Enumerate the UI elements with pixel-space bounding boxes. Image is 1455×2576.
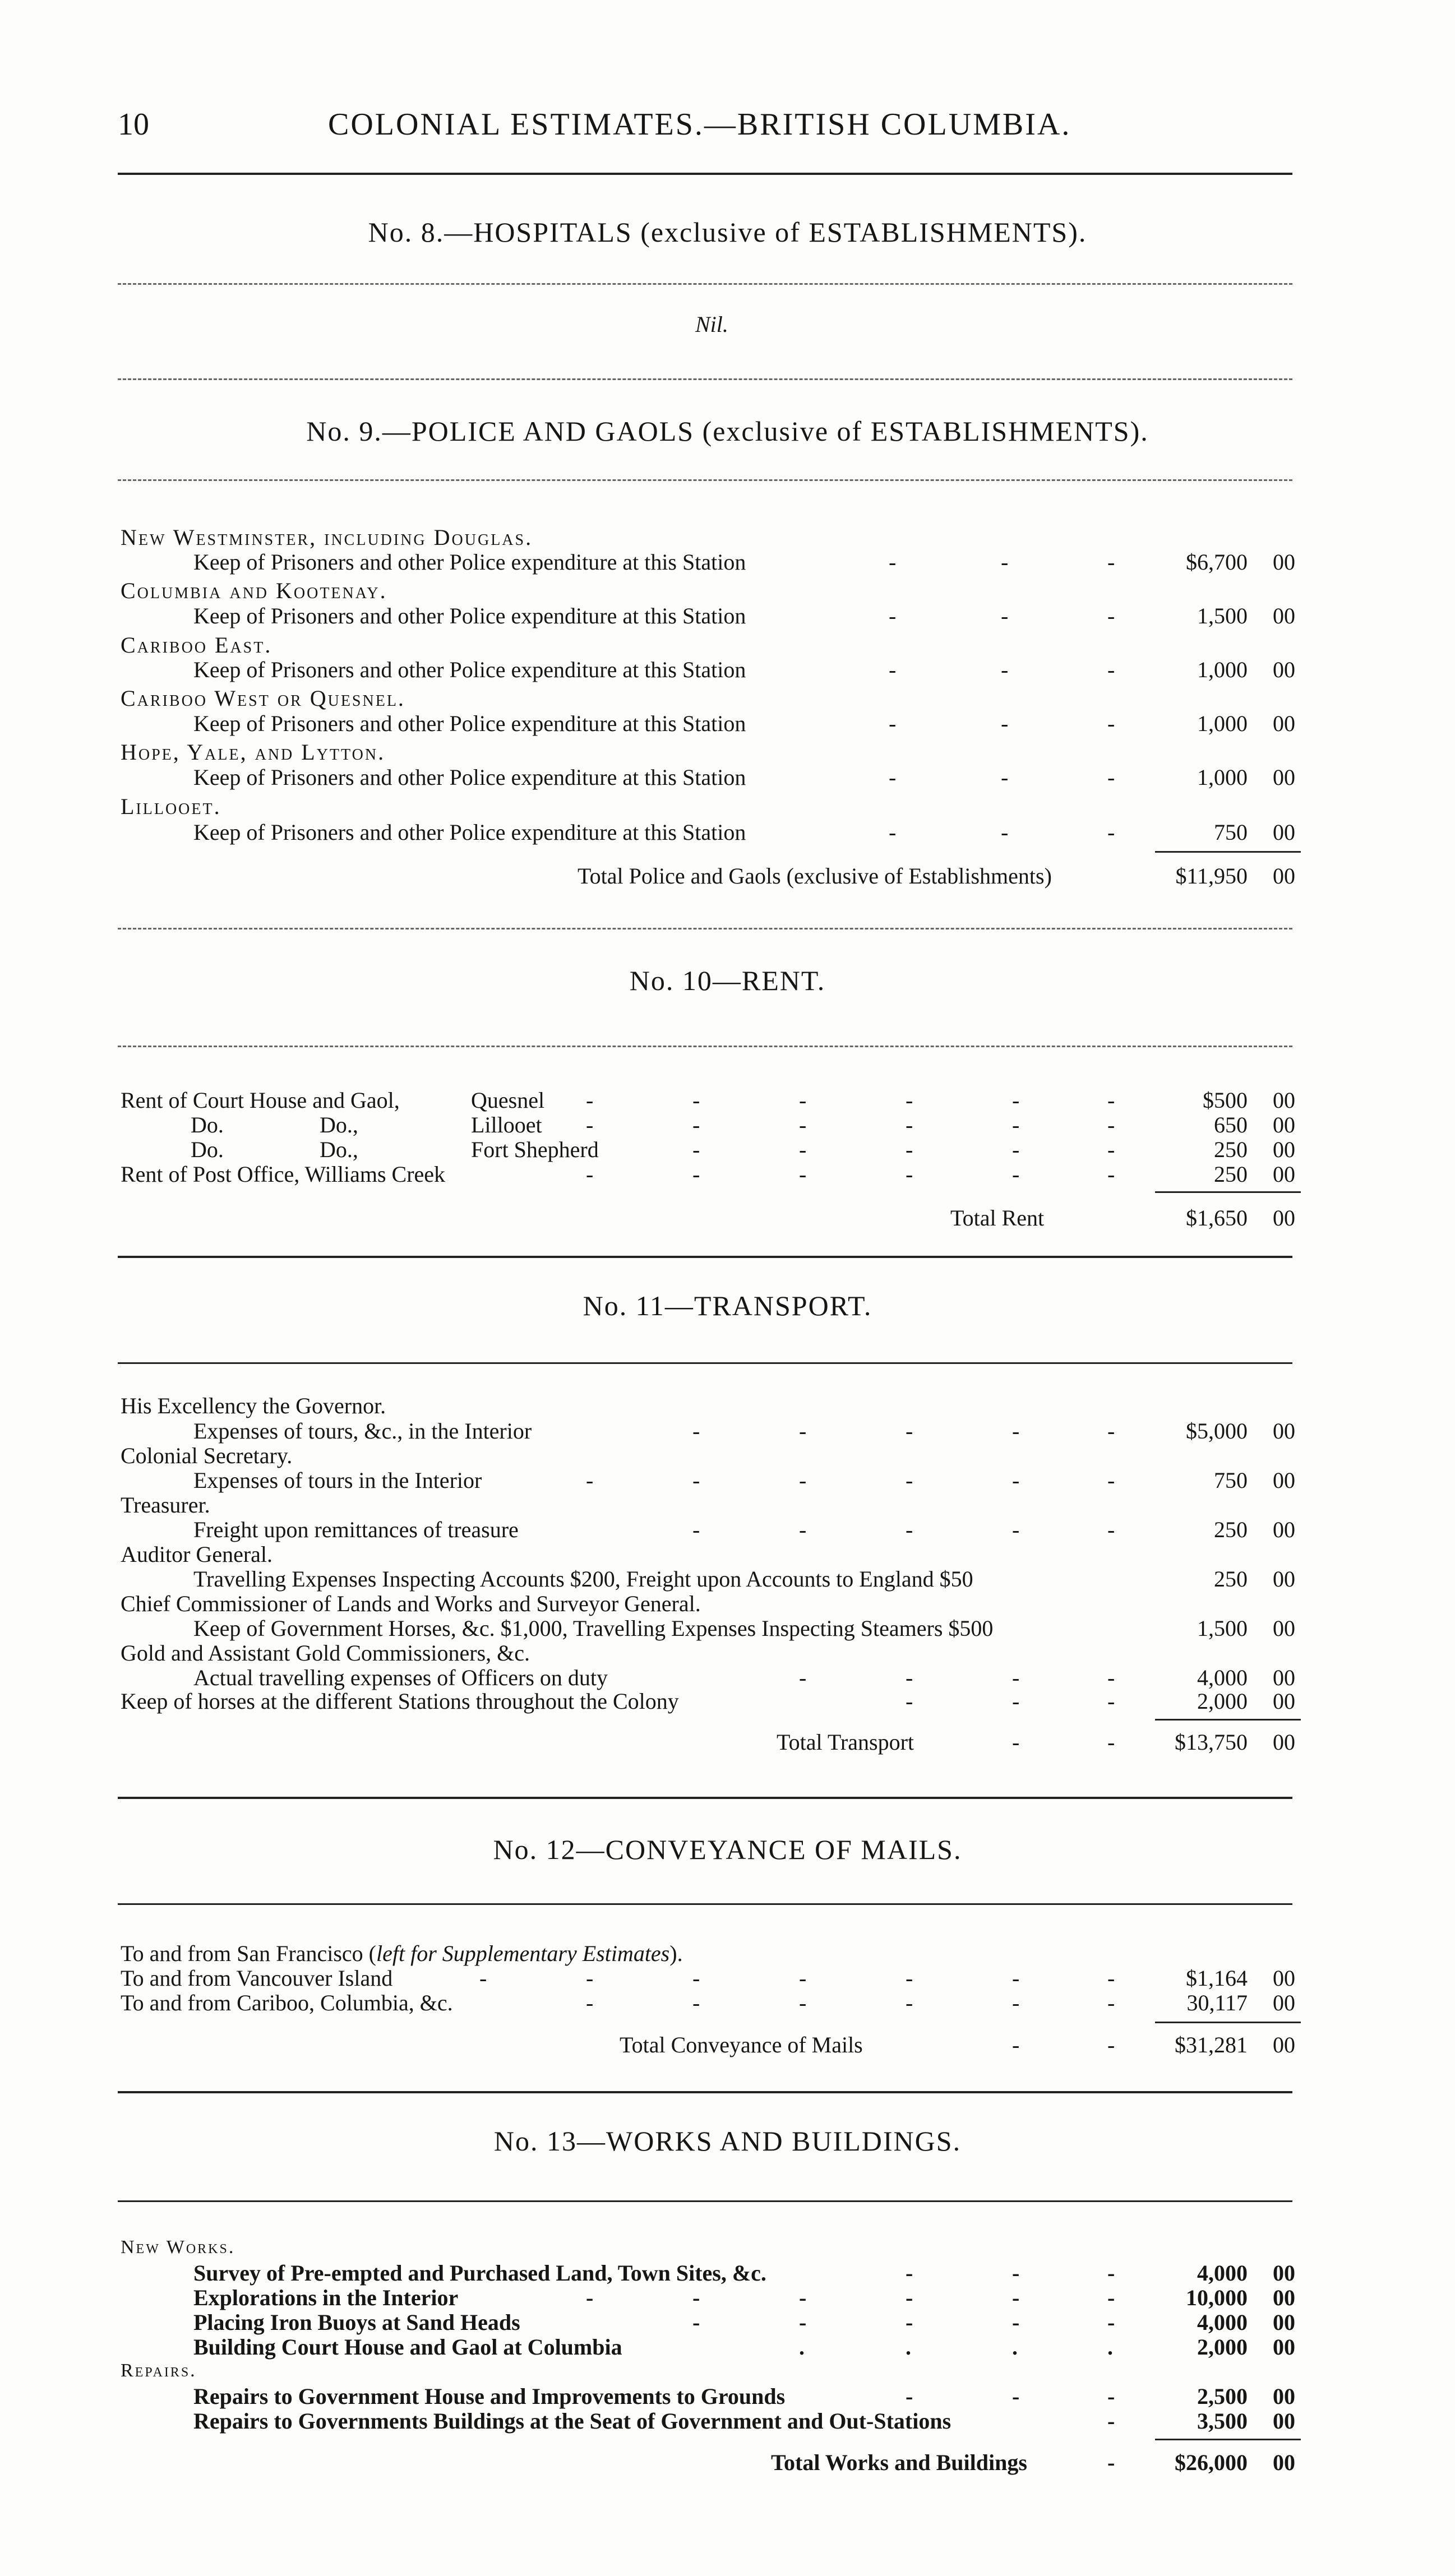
leader: . [906, 2334, 911, 2360]
leader: - [1107, 1990, 1115, 2015]
station-heading: Hope, Yale, and Lytton. [121, 739, 386, 765]
leader: - [906, 1162, 913, 1187]
sum-rule [1155, 1719, 1301, 1721]
leader: - [1107, 1162, 1115, 1187]
leader: - [1107, 820, 1115, 845]
leader: - [1001, 549, 1009, 575]
total-line [0, 2032, 1455, 2058]
line-desc: Keep of Prisoners and other Police expenditure at this Station [193, 711, 746, 736]
leader: - [692, 2310, 700, 2335]
rent-desc: Rent of Post Office, Williams Creek [121, 1162, 446, 1187]
leader: - [799, 1162, 807, 1187]
leader: - [1012, 1418, 1020, 1444]
leader: - [1012, 1990, 1020, 2015]
leader: - [889, 765, 897, 790]
transport-line [0, 1566, 1455, 1592]
divider [118, 1797, 1292, 1799]
divider [118, 1362, 1292, 1364]
nil-text: Nil. [695, 312, 728, 337]
cents: 00 [1273, 1137, 1295, 1162]
total-line [0, 2450, 1455, 2476]
leader: - [1012, 2310, 1020, 2335]
line-desc: Expenses of tours, &c., in the Interior [193, 1418, 532, 1444]
section-8-title: No. 8.—HOSPITALS (exclusive of ESTABLISHMENTS). [368, 216, 1087, 248]
leader: - [586, 1162, 594, 1187]
leader: - [1012, 1689, 1020, 1714]
rent-desc-2: Do., [320, 1137, 358, 1162]
leader: - [1107, 2032, 1115, 2057]
total-amount: $13,750 [1175, 1729, 1248, 1755]
transport-line [0, 1665, 1455, 1691]
leader: - [692, 1418, 700, 1444]
line-desc: Survey of Pre-empted and Purchased Land, Town Sites, &c. [193, 2260, 766, 2286]
leader: - [479, 1965, 487, 1991]
station-heading: Cariboo West or Quesnel. [121, 686, 405, 711]
leader: - [799, 2310, 807, 2335]
line-desc: Repairs to Governments Buildings at the Seat of Government and Out-Stations [193, 2408, 951, 2434]
cents: 00 [1273, 1162, 1295, 1187]
leader: - [1107, 1468, 1115, 1493]
leader: - [692, 1112, 700, 1137]
police-line [0, 657, 1455, 683]
leader: - [1107, 1517, 1115, 1542]
amount: 2,000 [1197, 1689, 1248, 1714]
official-heading: Gold and Assistant Gold Commissioners, &c. [121, 1640, 530, 1666]
rent-line [0, 1112, 1455, 1138]
rent-place: Fort Shepherd [471, 1137, 599, 1162]
leader: - [1107, 1729, 1115, 1755]
leader: - [1012, 1088, 1020, 1113]
total-cents: 00 [1273, 1729, 1295, 1755]
cents: 00 [1273, 2384, 1295, 2409]
line-desc: Keep of Prisoners and other Police expenditure at this Station [193, 820, 746, 845]
rent-line [0, 1162, 1455, 1187]
section-9-title: No. 9.—POLICE AND GAOLS (exclusive of ESTABLISHMENTS). [306, 415, 1149, 447]
leader: - [1107, 1088, 1115, 1113]
cents: 00 [1273, 2334, 1295, 2360]
leader: - [889, 549, 897, 575]
cents: 00 [1273, 1517, 1295, 1542]
works-line [0, 2384, 1455, 2409]
leader: - [1107, 2450, 1115, 2475]
cents: 00 [1273, 1616, 1295, 1641]
leader: - [1012, 1965, 1020, 1991]
total-line [0, 1205, 1455, 1231]
total-label: Total Works and Buildings [771, 2450, 1027, 2475]
rent-place: Lillooet [471, 1112, 542, 1137]
amount: 250 [1214, 1566, 1248, 1592]
leader: - [1012, 1112, 1020, 1137]
amount: 750 [1214, 820, 1248, 845]
amount: 30,117 [1186, 1990, 1248, 2015]
transport-line [0, 1418, 1455, 1444]
total-amount: $31,281 [1175, 2032, 1248, 2057]
line-desc: Placing Iron Buoys at Sand Heads [193, 2310, 520, 2335]
leader: - [1107, 1665, 1115, 1690]
leader: - [692, 1517, 700, 1542]
leader: - [586, 1088, 594, 1113]
cents: 00 [1273, 1088, 1295, 1113]
rent-desc: Do. [191, 1112, 224, 1137]
divider [118, 2091, 1292, 2093]
transport-line [0, 1468, 1455, 1493]
station-heading: New Westminster, including Douglas. [121, 525, 533, 550]
leader: - [1012, 2384, 1020, 2409]
leader: - [906, 1418, 913, 1444]
cents: 00 [1273, 1566, 1295, 1592]
section-11-title: No. 11—TRANSPORT. [583, 1290, 872, 1321]
leader: - [906, 1088, 913, 1113]
leader: - [799, 1990, 807, 2015]
leader: - [1107, 1965, 1115, 1991]
leader: - [1107, 1112, 1115, 1137]
cents: 00 [1273, 2260, 1295, 2286]
leader: - [1107, 2260, 1115, 2286]
station-heading: Cariboo East. [121, 632, 272, 658]
leader: - [586, 1468, 594, 1493]
official-heading: Auditor General. [121, 1542, 273, 1567]
amount: 250 [1214, 1162, 1248, 1187]
new-works-heading: New Works. [121, 2237, 235, 2258]
cents: 00 [1273, 711, 1295, 736]
official-heading: Chief Commissioner of Lands and Works and Surveyor General. [121, 1591, 701, 1616]
amount: 4,000 [1197, 1665, 1248, 1690]
section-12-title: No. 12—CONVEYANCE OF MAILS. [493, 1834, 962, 1865]
leader: . [799, 2334, 805, 2360]
police-line [0, 549, 1455, 575]
transport-line [0, 1492, 1455, 1518]
leader: - [1107, 1689, 1115, 1714]
leader: - [799, 1665, 807, 1690]
line-desc: Keep of Prisoners and other Police expenditure at this Station [193, 657, 746, 682]
cents: 00 [1273, 2285, 1295, 2310]
works-line [0, 2260, 1455, 2286]
total-cents: 00 [1273, 2450, 1295, 2475]
total-amount: $1,650 [1186, 1205, 1248, 1231]
page-title: COLONIAL ESTIMATES.—BRITISH COLUMBIA. [328, 107, 1071, 142]
leader: - [1012, 1137, 1020, 1162]
divider [118, 479, 1292, 481]
amount: 2,500 [1197, 2384, 1248, 2409]
sum-rule [1155, 1191, 1301, 1193]
cents: 00 [1273, 549, 1295, 575]
works-line [0, 2334, 1455, 2360]
amount: 250 [1214, 1137, 1248, 1162]
leader: - [1012, 1665, 1020, 1690]
leader: - [889, 603, 897, 628]
leader: - [799, 1517, 807, 1542]
leader: - [1107, 2310, 1115, 2335]
leader: - [906, 1965, 913, 1991]
divider [118, 1256, 1292, 1258]
police-line [0, 820, 1455, 845]
cents: 00 [1273, 1468, 1295, 1493]
works-line [0, 2310, 1455, 2335]
leader: - [906, 1468, 913, 1493]
works-line [0, 2408, 1455, 2434]
amount: 3,500 [1197, 2408, 1248, 2434]
transport-line [0, 1616, 1455, 1641]
leader: . [1012, 2334, 1018, 2360]
leader: - [1107, 603, 1115, 628]
leader: - [906, 2285, 913, 2310]
police-line [0, 765, 1455, 790]
leader: - [799, 1418, 807, 1444]
leader: - [692, 1137, 700, 1162]
cents: 00 [1273, 2310, 1295, 2335]
leader: - [692, 1088, 700, 1113]
sum-rule [1155, 2022, 1301, 2023]
leader: - [906, 1517, 913, 1542]
leader: - [586, 1990, 594, 2015]
line-desc: Travelling Expenses Inspecting Accounts $200, Freight upon Accounts to England $50 [193, 1566, 973, 1592]
header-rule [118, 173, 1292, 175]
official-heading: Treasurer. [121, 1492, 210, 1518]
leader: - [1107, 765, 1115, 790]
total-amount: $26,000 [1175, 2450, 1248, 2475]
repairs-heading: Repairs. [121, 2360, 197, 2381]
divider [118, 928, 1292, 929]
divider [118, 1046, 1292, 1047]
leader: - [1107, 2408, 1115, 2434]
leader: - [889, 820, 897, 845]
leader: - [586, 1965, 594, 1991]
rent-desc: Do. [191, 1137, 224, 1162]
line-desc: Keep of Prisoners and other Police expenditure at this Station [193, 549, 746, 575]
amount: 10,000 [1186, 2285, 1248, 2310]
amount: $500 [1203, 1088, 1248, 1113]
leader: - [1107, 2384, 1115, 2409]
cents: 00 [1273, 1689, 1295, 1714]
leader: - [1107, 2285, 1115, 2310]
amount: 1,000 [1197, 657, 1248, 682]
line-desc: Freight upon remittances of treasure [193, 1517, 519, 1542]
section-10-title: No. 10—RENT. [629, 965, 826, 996]
total-cents: 00 [1273, 863, 1295, 889]
rent-place: Quesnel [471, 1088, 545, 1113]
leader: - [889, 711, 897, 736]
mail-line [0, 1941, 1455, 1967]
mail-desc-end: ). [669, 1941, 683, 1966]
divider [118, 1903, 1292, 1905]
mail-line [0, 1965, 1455, 1991]
line-desc: Repairs to Government House and Improvements to Grounds [193, 2384, 786, 2409]
line-desc: Keep of Prisoners and other Police expenditure at this Station [193, 603, 746, 628]
leader: - [1012, 1162, 1020, 1187]
amount: 1,000 [1197, 765, 1248, 790]
total-label: Total Police and Gaols (exclusive of Establishments) [578, 863, 1052, 889]
leader: - [586, 2285, 594, 2310]
amount: $6,700 [1186, 549, 1248, 575]
leader: - [906, 2310, 913, 2335]
leader: - [1012, 2285, 1020, 2310]
rent-line [0, 1137, 1455, 1163]
official-heading: Colonial Secretary. [121, 1443, 293, 1468]
page-number: 10 [118, 107, 149, 142]
leader: - [1001, 820, 1009, 845]
leader: - [1001, 711, 1009, 736]
transport-line [0, 1542, 1455, 1567]
leader: - [799, 2285, 807, 2310]
leader: - [799, 1468, 807, 1493]
transport-line [0, 1591, 1455, 1617]
leader: - [692, 1990, 700, 2015]
cents: 00 [1273, 603, 1295, 628]
transport-line [0, 1517, 1455, 1543]
leader: - [1001, 603, 1009, 628]
rent-line [0, 1088, 1455, 1113]
leader: - [906, 1990, 913, 2015]
line-desc: Explorations in the Interior [193, 2285, 459, 2310]
cents: 00 [1273, 1112, 1295, 1137]
total-cents: 00 [1273, 1205, 1295, 1231]
amount: 250 [1214, 1517, 1248, 1542]
amount: 1,500 [1197, 603, 1248, 628]
divider [118, 2200, 1292, 2202]
cents: 00 [1273, 1665, 1295, 1690]
mail-desc: To and from Vancouver Island [121, 1965, 393, 1991]
divider [118, 378, 1292, 380]
total-line [0, 863, 1455, 889]
leader: - [906, 1665, 913, 1690]
leader: - [799, 1965, 807, 1991]
leader: - [906, 1112, 913, 1137]
leader: - [1107, 711, 1115, 736]
official-heading: His Excellency the Governor. [121, 1393, 386, 1418]
sum-rule [1155, 2439, 1301, 2440]
leader: - [1107, 1418, 1115, 1444]
mail-desc [121, 1941, 683, 1967]
leader: - [1001, 657, 1009, 682]
cents: 00 [1273, 657, 1295, 682]
mail-desc: To and from Cariboo, Columbia, &c. [121, 1990, 453, 2015]
leader: - [799, 1088, 807, 1113]
rent-desc: Rent of Court House and Gaol, [121, 1088, 400, 1113]
amount: 4,000 [1197, 2260, 1248, 2286]
leader: - [799, 1137, 807, 1162]
mail-line [0, 1990, 1455, 2016]
rent-desc-2: Do., [320, 1112, 358, 1137]
leader: - [1012, 2032, 1020, 2057]
station-heading: Columbia and Kootenay. [121, 578, 387, 603]
leader: - [1107, 549, 1115, 575]
total-cents: 00 [1273, 2032, 1295, 2057]
transport-line [0, 1640, 1455, 1666]
station-heading: Lillooet. [121, 794, 221, 819]
leader: - [889, 657, 897, 682]
line-desc: Expenses of tours in the Interior [193, 1468, 482, 1493]
amount: $5,000 [1186, 1418, 1248, 1444]
transport-line [0, 1689, 1455, 1714]
leader: - [692, 2285, 700, 2310]
amount: 4,000 [1197, 2310, 1248, 2335]
line-desc: Keep of Prisoners and other Police expenditure at this Station [193, 765, 746, 790]
line-desc: Building Court House and Gaol at Columbia [193, 2334, 622, 2360]
cents: 00 [1273, 820, 1295, 845]
leader: . [1107, 2334, 1113, 2360]
total-amount: $11,950 [1175, 863, 1248, 889]
line-desc: Actual travelling expenses of Officers on duty [193, 1665, 608, 1690]
leader: - [692, 1468, 700, 1493]
transport-line [0, 1393, 1455, 1419]
amount: $1,164 [1186, 1965, 1248, 1991]
total-line [0, 1729, 1455, 1755]
amount: 750 [1214, 1468, 1248, 1493]
amount: 650 [1214, 1112, 1248, 1137]
divider [118, 283, 1292, 285]
leader: - [692, 1965, 700, 1991]
mail-note: left for Supplementary Estimates [376, 1941, 670, 1966]
leader: - [1012, 1517, 1020, 1542]
amount: 2,000 [1197, 2334, 1248, 2360]
leader: - [1107, 1137, 1115, 1162]
cents: 00 [1273, 2408, 1295, 2434]
leader: - [1107, 657, 1115, 682]
leader: - [692, 1162, 700, 1187]
police-line [0, 711, 1455, 737]
leader: - [1001, 765, 1009, 790]
police-line [0, 603, 1455, 629]
amount: 1,000 [1197, 711, 1248, 736]
leader: - [799, 1112, 807, 1137]
leader: - [906, 2260, 913, 2286]
line-desc: Keep of Government Horses, &c. $1,000, Travelling Expenses Inspecting Steamers $500 [193, 1616, 994, 1641]
cents: 00 [1273, 1418, 1295, 1444]
works-line [0, 2285, 1455, 2311]
amount: 1,500 [1197, 1616, 1248, 1641]
total-label: Total Transport [777, 1729, 914, 1755]
mail-desc-text: To and from San Francisco ( [121, 1941, 376, 1966]
cents: 00 [1273, 765, 1295, 790]
leader: - [906, 2384, 913, 2409]
section-13-title: No. 13—WORKS AND BUILDINGS. [493, 2125, 962, 2157]
leader: - [1012, 2260, 1020, 2286]
leader: - [1012, 1729, 1020, 1755]
line-desc: Keep of horses at the different Stations throughout the Colony [121, 1689, 679, 1714]
leader: - [906, 1689, 913, 1714]
cents: 00 [1273, 1965, 1295, 1991]
total-label: Total Rent [950, 1205, 1045, 1231]
transport-line [0, 1443, 1455, 1469]
leader: - [586, 1112, 594, 1137]
leader: - [1012, 1468, 1020, 1493]
cents: 00 [1273, 1990, 1295, 2015]
sum-rule [1155, 851, 1301, 853]
total-label: Total Conveyance of Mails [620, 2032, 863, 2057]
leader: - [906, 1137, 913, 1162]
